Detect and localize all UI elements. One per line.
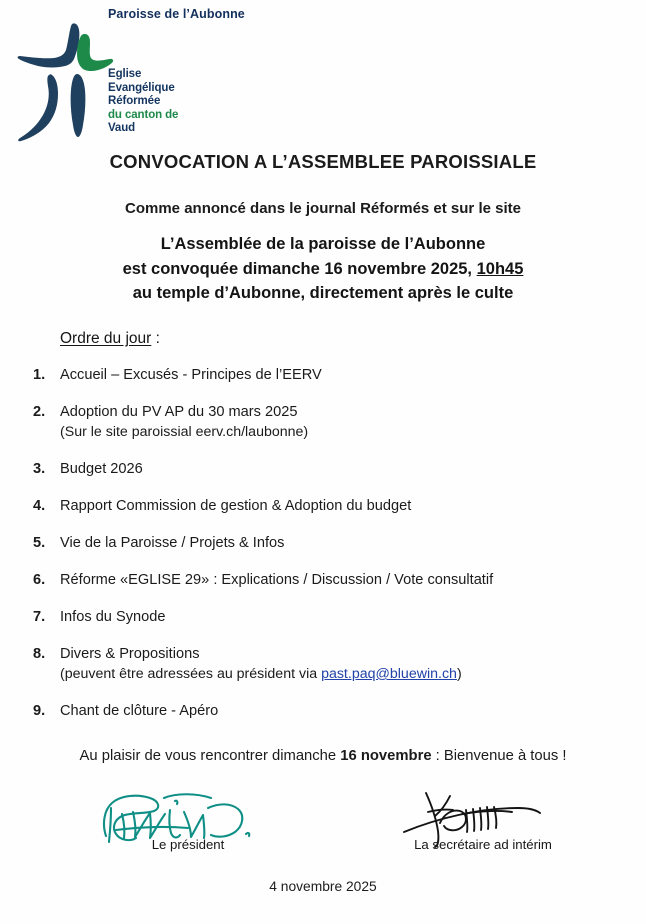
signature-area xyxy=(0,790,646,870)
eerv-logo-wordmark xyxy=(108,68,178,136)
item-number: 9. xyxy=(33,703,46,719)
item-text: Infos du Synode xyxy=(60,609,166,625)
secretary-signature-block xyxy=(368,790,598,852)
list-item xyxy=(0,366,646,385)
agenda-heading-colon: : xyxy=(151,330,160,347)
item-text: Rapport Commission de gestion & Adoption du budget xyxy=(60,498,412,514)
list-item xyxy=(0,497,646,516)
convocation-line-2 xyxy=(0,257,646,282)
list-item xyxy=(0,608,646,627)
convocation-time: 10h45 xyxy=(476,259,524,278)
logo-line-3: Réformée xyxy=(108,95,161,108)
logo-line-4: du canton de xyxy=(108,108,179,121)
president-email-link[interactable]: past.paq@bluewin.ch xyxy=(321,666,457,682)
item-subtext: (Sur le site paroissial eerv.ch/laubonne) xyxy=(60,424,309,440)
item-text: Chant de clôture - Apéro xyxy=(60,703,219,719)
closing-line xyxy=(0,748,646,764)
closing-date: 16 novembre xyxy=(340,748,432,764)
item-number: 6. xyxy=(33,572,46,588)
list-item xyxy=(0,645,646,684)
list-item xyxy=(0,571,646,590)
item-number: 3. xyxy=(33,461,46,477)
convocation-details xyxy=(0,232,646,306)
president-signature-block xyxy=(78,790,298,852)
item-text: Adoption du PV AP du 30 mars 2025 xyxy=(60,404,298,420)
list-item xyxy=(0,702,646,721)
item-subtext xyxy=(60,665,646,684)
agenda-list xyxy=(0,366,646,721)
item-text: Divers & Propositions xyxy=(60,646,200,662)
agenda-heading xyxy=(60,330,646,348)
convocation-date-text: est convoquée dimanche 16 novembre 2025, xyxy=(122,259,477,278)
list-item xyxy=(0,534,646,553)
list-item xyxy=(0,460,646,479)
convocation-line-3: au temple d’Aubonne, directement après le culte xyxy=(132,284,514,302)
convocation-line-1: L’Assemblée de la paroisse de l’Aubonne xyxy=(160,235,486,253)
item-number: 4. xyxy=(33,498,46,514)
document-subtitle: Comme annoncé dans le journal Réformés et sur le site xyxy=(125,200,521,217)
list-item xyxy=(0,403,646,442)
secretary-caption: La secrétaire ad intérim xyxy=(414,837,552,852)
item-text: Accueil – Excusés - Principes de l’EERV xyxy=(60,367,322,383)
president-caption: Le président xyxy=(151,837,225,852)
page-title: CONVOCATION A L’ASSEMBLEE PAROISSIALE xyxy=(109,151,537,172)
document-date: 4 novembre 2025 xyxy=(269,879,377,894)
closing-suffix: : Bienvenue à tous ! xyxy=(431,748,567,764)
item-text: Budget 2026 xyxy=(60,461,143,477)
item-subtext-prefix: (peuvent être adressées au président via xyxy=(60,666,322,682)
logo-line-1: Eglise xyxy=(108,68,142,80)
item-number: 7. xyxy=(33,609,46,625)
eerv-brushstroke-logo-icon xyxy=(14,22,114,144)
letterhead xyxy=(0,0,330,150)
item-number: 1. xyxy=(33,367,46,383)
item-text: Vie de la Paroisse / Projets & Infos xyxy=(60,535,285,551)
agenda-section xyxy=(0,330,646,739)
item-number: 2. xyxy=(33,404,46,420)
agenda-heading-label: Ordre du jour xyxy=(60,330,152,347)
logo-line-5: Vaud xyxy=(108,122,136,135)
closing-prefix: Au plaisir de vous rencontrer dimanche xyxy=(79,748,341,764)
item-text: Réforme «EGLISE 29» : Explications / Discussion / Vote consultatif xyxy=(60,572,494,588)
logo-line-2: Evangélique xyxy=(108,81,175,94)
parish-name: Paroisse de l’Aubonne xyxy=(108,7,245,21)
item-number: 5. xyxy=(33,535,46,551)
item-subtext-suffix: ) xyxy=(456,666,462,682)
item-number: 8. xyxy=(33,646,46,662)
